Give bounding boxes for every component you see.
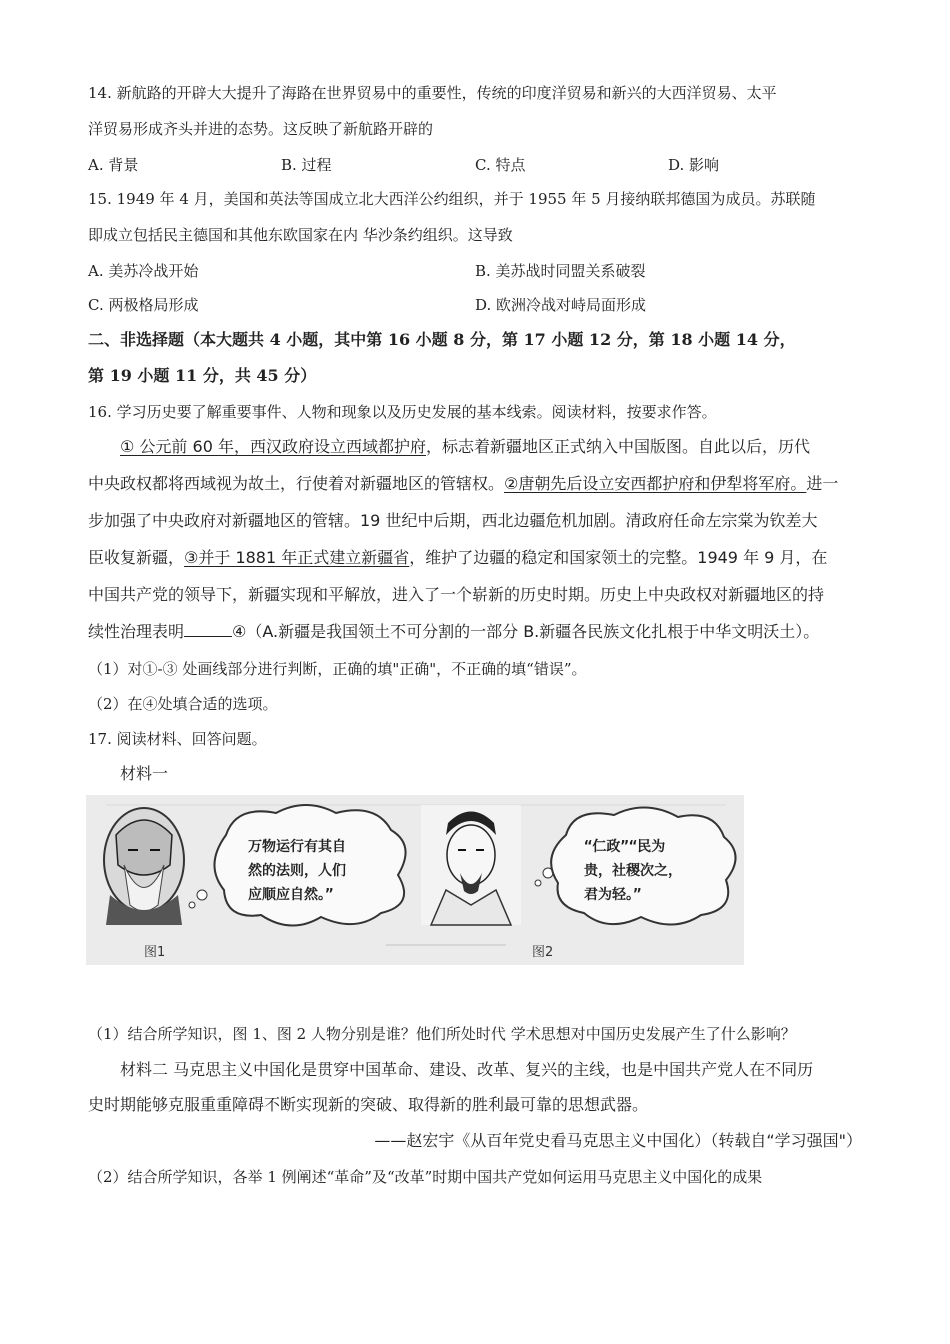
q17-sub2: （2）结合所学知识，各举 1 例阐述“革命”及“改革”时期中国共产党如何运用马克思主义中国化的成果 xyxy=(88,1168,763,1186)
q16-underline-2: ②唐朝先后设立安西都护府和伊犁将军府。 xyxy=(504,474,807,493)
q16-sub2: （2）在④处填合适的选项。 xyxy=(88,695,278,713)
q17-intro: 17. 阅读材料、回答问题。 xyxy=(88,730,267,748)
q16-sub1: （1）对①-③ 处画线部分进行判断，正确的填"正确"，不正确的填“错误”。 xyxy=(88,660,587,678)
q16-material-line5: 中国共产党的领导下，新疆实现和平解放，进入了一个崭新的历史时期。历史上中央政权对新疆地区的持 xyxy=(88,585,825,604)
q16-underline-1: ① 公元前 60 年，西汉政府设立西域都护府 xyxy=(120,437,426,456)
portrait-mencius-icon xyxy=(421,805,521,925)
q16-material-line2 xyxy=(88,474,838,494)
material1-figure xyxy=(86,795,744,965)
q15-stem-line2: 即成立包括民主德国和其他东欧国家在内 华沙条约组织。这导致 xyxy=(88,226,513,244)
material2-line1: 材料二 马克思主义中国化是贯穿中国革命、建设、改革、复兴的主线，也是中国共产党人在不同历 xyxy=(120,1060,814,1079)
bubble1-text xyxy=(248,835,346,907)
q16-material-line4 xyxy=(88,548,827,568)
q16-text: 续性治理表明 xyxy=(88,622,185,641)
q14-option-c[interactable]: C. 特点 xyxy=(475,156,526,174)
q15-stem-line1: 15. 1949 年 4 月，美国和英法等国成立北大西洋公约组织，并于 1955 年 5 月接纳联邦德国为成员。苏联随 xyxy=(88,190,816,208)
q16-material-line6 xyxy=(88,622,819,642)
q16-material-line1 xyxy=(120,437,810,457)
q15-option-d[interactable]: D. 欧洲冷战对峙局面形成 xyxy=(475,296,647,314)
q16-text: 中央政权都将西域视为故土，行使着对新疆地区的管辖权。 xyxy=(88,474,505,493)
section2-heading-line2: 第 19 小题 11 分，共 45 分） xyxy=(88,366,317,385)
figure-caption-2: 图2 xyxy=(532,945,554,960)
q15-option-b[interactable]: B. 美苏战时同盟关系破裂 xyxy=(475,262,646,280)
figure-caption-1: 图1 xyxy=(144,945,166,960)
q16-text: ④（A.新疆是我国领土不可分割的一部分 B.新疆各民族文化扎根于中华文明沃土）。 xyxy=(232,622,820,641)
q16-intro: 16. 学习历史要了解重要事件、人物和现象以及历史发展的基本线索。阅读材料，按要求作答。 xyxy=(88,403,717,421)
q15-option-a[interactable]: A. 美苏冷战开始 xyxy=(88,262,199,280)
q16-text: 臣收复新疆， xyxy=(88,548,185,567)
bubble1-line: 然的法则，人们 xyxy=(248,863,346,879)
q14-option-b[interactable]: B. 过程 xyxy=(281,156,332,174)
bubble2-line: 贵，社稷次之， xyxy=(584,863,682,879)
section2-heading-line1: 二、非选择题（本大题共 4 小题，其中第 16 小题 8 分，第 17 小题 12 分，第 18 小题 14 分， xyxy=(88,330,796,349)
q16-material-line3: 步加强了中央政府对新疆地区的管辖。19 世纪中后期，西北边疆危机加剧。清政府任命左宗棠为钦差大 xyxy=(88,511,818,530)
q15-option-c[interactable]: C. 两极格局形成 xyxy=(88,296,199,314)
q16-text: ，维护了边疆的稳定和国家领土的完整。1949 年 9 月，在 xyxy=(409,548,828,567)
material2-source: ——赵宏宇《从百年党史看马克思主义中国化）（转载自“学习强国"） xyxy=(374,1131,862,1150)
q16-underline-3: ③并于 1881 年正式建立新疆省 xyxy=(184,548,410,567)
bubble1-line: 应顺应自然。” xyxy=(248,887,334,903)
bubble2-line: 君为轻。” xyxy=(584,887,642,903)
portrait-laozi-icon xyxy=(104,808,184,925)
bubble2-line: “仁政”“民为 xyxy=(584,839,666,855)
q14-option-a[interactable]: A. 背景 xyxy=(88,156,139,174)
q16-text: 进一 xyxy=(806,474,839,493)
q14-stem-line2: 洋贸易形成齐头并进的态势。这反映了新航路开辟的 xyxy=(88,120,434,138)
bubble2-text xyxy=(584,835,682,907)
bubble1-line: 万物运行有其自 xyxy=(248,839,346,855)
answer-blank-4[interactable] xyxy=(184,622,232,637)
material1-label: 材料一 xyxy=(120,764,169,783)
q14-option-d[interactable]: D. 影响 xyxy=(668,156,720,174)
q17-sub1: （1）结合所学知识，图 1、图 2 人物分别是谁？他们所处时代 学术思想对中国历史发展产生了什么影响？ xyxy=(88,1025,796,1043)
material2-line2: 史时期能够克服重重障碍不断实现新的突破、取得新的胜利最可靠的思想武器。 xyxy=(88,1095,649,1114)
q14-stem-line1: 14. 新航路的开辟大大提升了海路在世界贸易中的重要性，传统的印度洋贸易和新兴的大西洋贸易、太平 xyxy=(88,84,777,102)
q16-text: ，标志着新疆地区正式纳入中国版图。自此以后，历代 xyxy=(425,437,810,456)
